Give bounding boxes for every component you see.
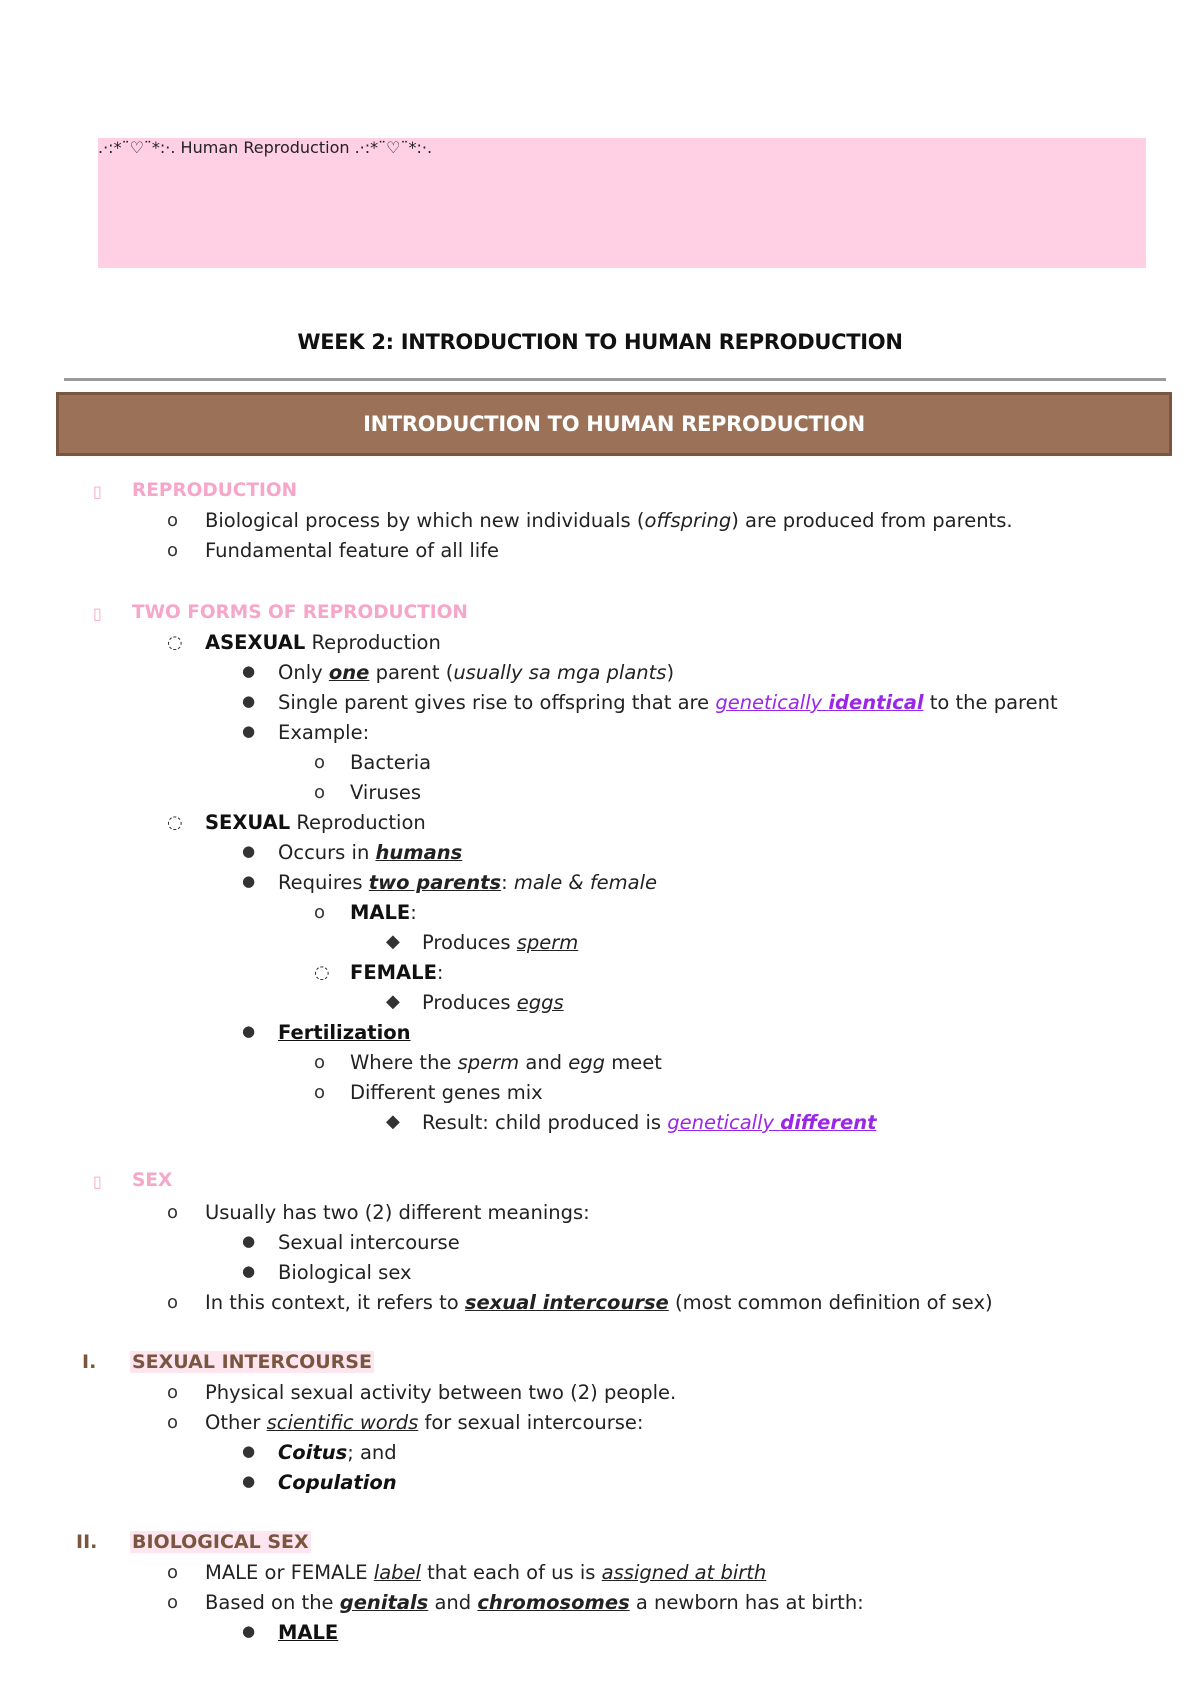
list-item: Viruses	[350, 781, 422, 804]
list-item: Other scientific words for sexual intercourse:	[205, 1411, 644, 1434]
circle-marker: o	[314, 1052, 326, 1073]
circle-marker: o	[314, 782, 326, 803]
list-item: MALE	[278, 1621, 339, 1644]
week-title: WEEK 2: INTRODUCTION TO HUMAN REPRODUCTION	[297, 330, 903, 354]
bullet-marker: ●	[242, 1622, 256, 1640]
heading-biological-sex: BIOLOGICAL SEX	[132, 1531, 309, 1553]
bullet-marker: ●	[242, 662, 256, 680]
dotted-circle-marker: ◌	[314, 962, 330, 983]
circle-marker: o	[167, 1292, 179, 1313]
list-item: Single parent gives rise to offspring that are genetically identical to the parent	[278, 691, 1058, 714]
heading-two-forms: TWO FORMS OF REPRODUCTION	[132, 602, 468, 623]
list-item: MALE:	[350, 901, 417, 924]
heading-box-icon: ▯	[93, 604, 102, 623]
list-item: SEXUAL Reproduction	[205, 811, 426, 834]
dotted-circle-marker: ◌	[167, 632, 183, 653]
circle-marker: o	[167, 1592, 179, 1613]
list-item: In this context, it refers to sexual intercourse (most common definition of sex)	[205, 1291, 993, 1314]
bullet-marker: ●	[242, 692, 256, 710]
diamond-marker: ◆	[386, 1111, 400, 1132]
list-item: Occurs in humans	[278, 841, 463, 864]
bullet-marker: ●	[242, 1262, 256, 1280]
circle-marker: o	[314, 1082, 326, 1103]
heading-sex: SEX	[132, 1170, 173, 1191]
heading-box-icon: ▯	[93, 482, 102, 501]
list-item: Only one parent (usually sa mga plants)	[278, 661, 675, 684]
list-item: Biological sex	[278, 1261, 412, 1284]
bullet-marker: ●	[242, 1022, 256, 1040]
circle-marker: o	[167, 540, 179, 561]
list-item: Requires two parents: male & female	[278, 871, 658, 894]
diamond-marker: ◆	[386, 991, 400, 1012]
list-item: Fertilization	[278, 1021, 411, 1044]
circle-marker: o	[167, 1562, 179, 1583]
divider	[64, 378, 1166, 381]
list-item: Sexual intercourse	[278, 1231, 460, 1254]
list-item: Physical sexual activity between two (2) people.	[205, 1381, 677, 1404]
diamond-marker: ◆	[386, 931, 400, 952]
bullet-marker: ●	[242, 1472, 256, 1490]
list-item: Usually has two (2) different meanings:	[205, 1201, 590, 1224]
bullet-marker: ●	[242, 1442, 256, 1460]
list-item: Coitus; and	[278, 1441, 397, 1464]
circle-marker: o	[167, 1382, 179, 1403]
bullet-marker: ●	[242, 842, 256, 860]
list-item: Biological process by which new individuals (offspring) are produced from parents.	[205, 509, 1013, 532]
circle-marker: o	[314, 752, 326, 773]
list-item: Bacteria	[350, 751, 432, 774]
circle-marker: o	[167, 510, 179, 531]
dotted-circle-marker: ◌	[167, 812, 183, 833]
circle-marker: o	[314, 902, 326, 923]
list-item: Produces sperm	[422, 931, 579, 954]
list-item: FEMALE:	[350, 961, 444, 984]
circle-marker: o	[167, 1412, 179, 1433]
heading-sexual-intercourse: SEXUAL INTERCOURSE	[132, 1351, 372, 1373]
list-item: Example:	[278, 721, 370, 744]
bullet-marker: ●	[242, 722, 256, 740]
list-item: Different genes mix	[350, 1081, 543, 1104]
heading-reproduction: REPRODUCTION	[132, 480, 298, 501]
list-item: Fundamental feature of all life	[205, 539, 500, 562]
heading-box-icon: ▯	[93, 1172, 102, 1191]
list-item: Result: child produced is genetically different	[422, 1111, 877, 1134]
list-item: MALE or FEMALE label that each of us is assigned at birth	[205, 1561, 767, 1584]
bullet-marker: ●	[242, 1232, 256, 1250]
document-title: .·:*¨♡¨*:·. Human Reproduction .·:*¨♡¨*:·.	[98, 138, 1146, 268]
roman-numeral: II.	[76, 1531, 98, 1553]
circle-marker: o	[167, 1202, 179, 1223]
list-item: Based on the genitals and chromosomes a newborn has at birth:	[205, 1591, 864, 1614]
roman-numeral: I.	[82, 1351, 97, 1373]
list-item: Where the sperm and egg meet	[350, 1051, 662, 1074]
list-item: Produces eggs	[422, 991, 564, 1014]
list-item: Copulation	[278, 1471, 397, 1494]
bullet-marker: ●	[242, 872, 256, 890]
section-title: INTRODUCTION TO HUMAN REPRODUCTION	[56, 392, 1172, 456]
list-item: ASEXUAL Reproduction	[205, 631, 441, 654]
